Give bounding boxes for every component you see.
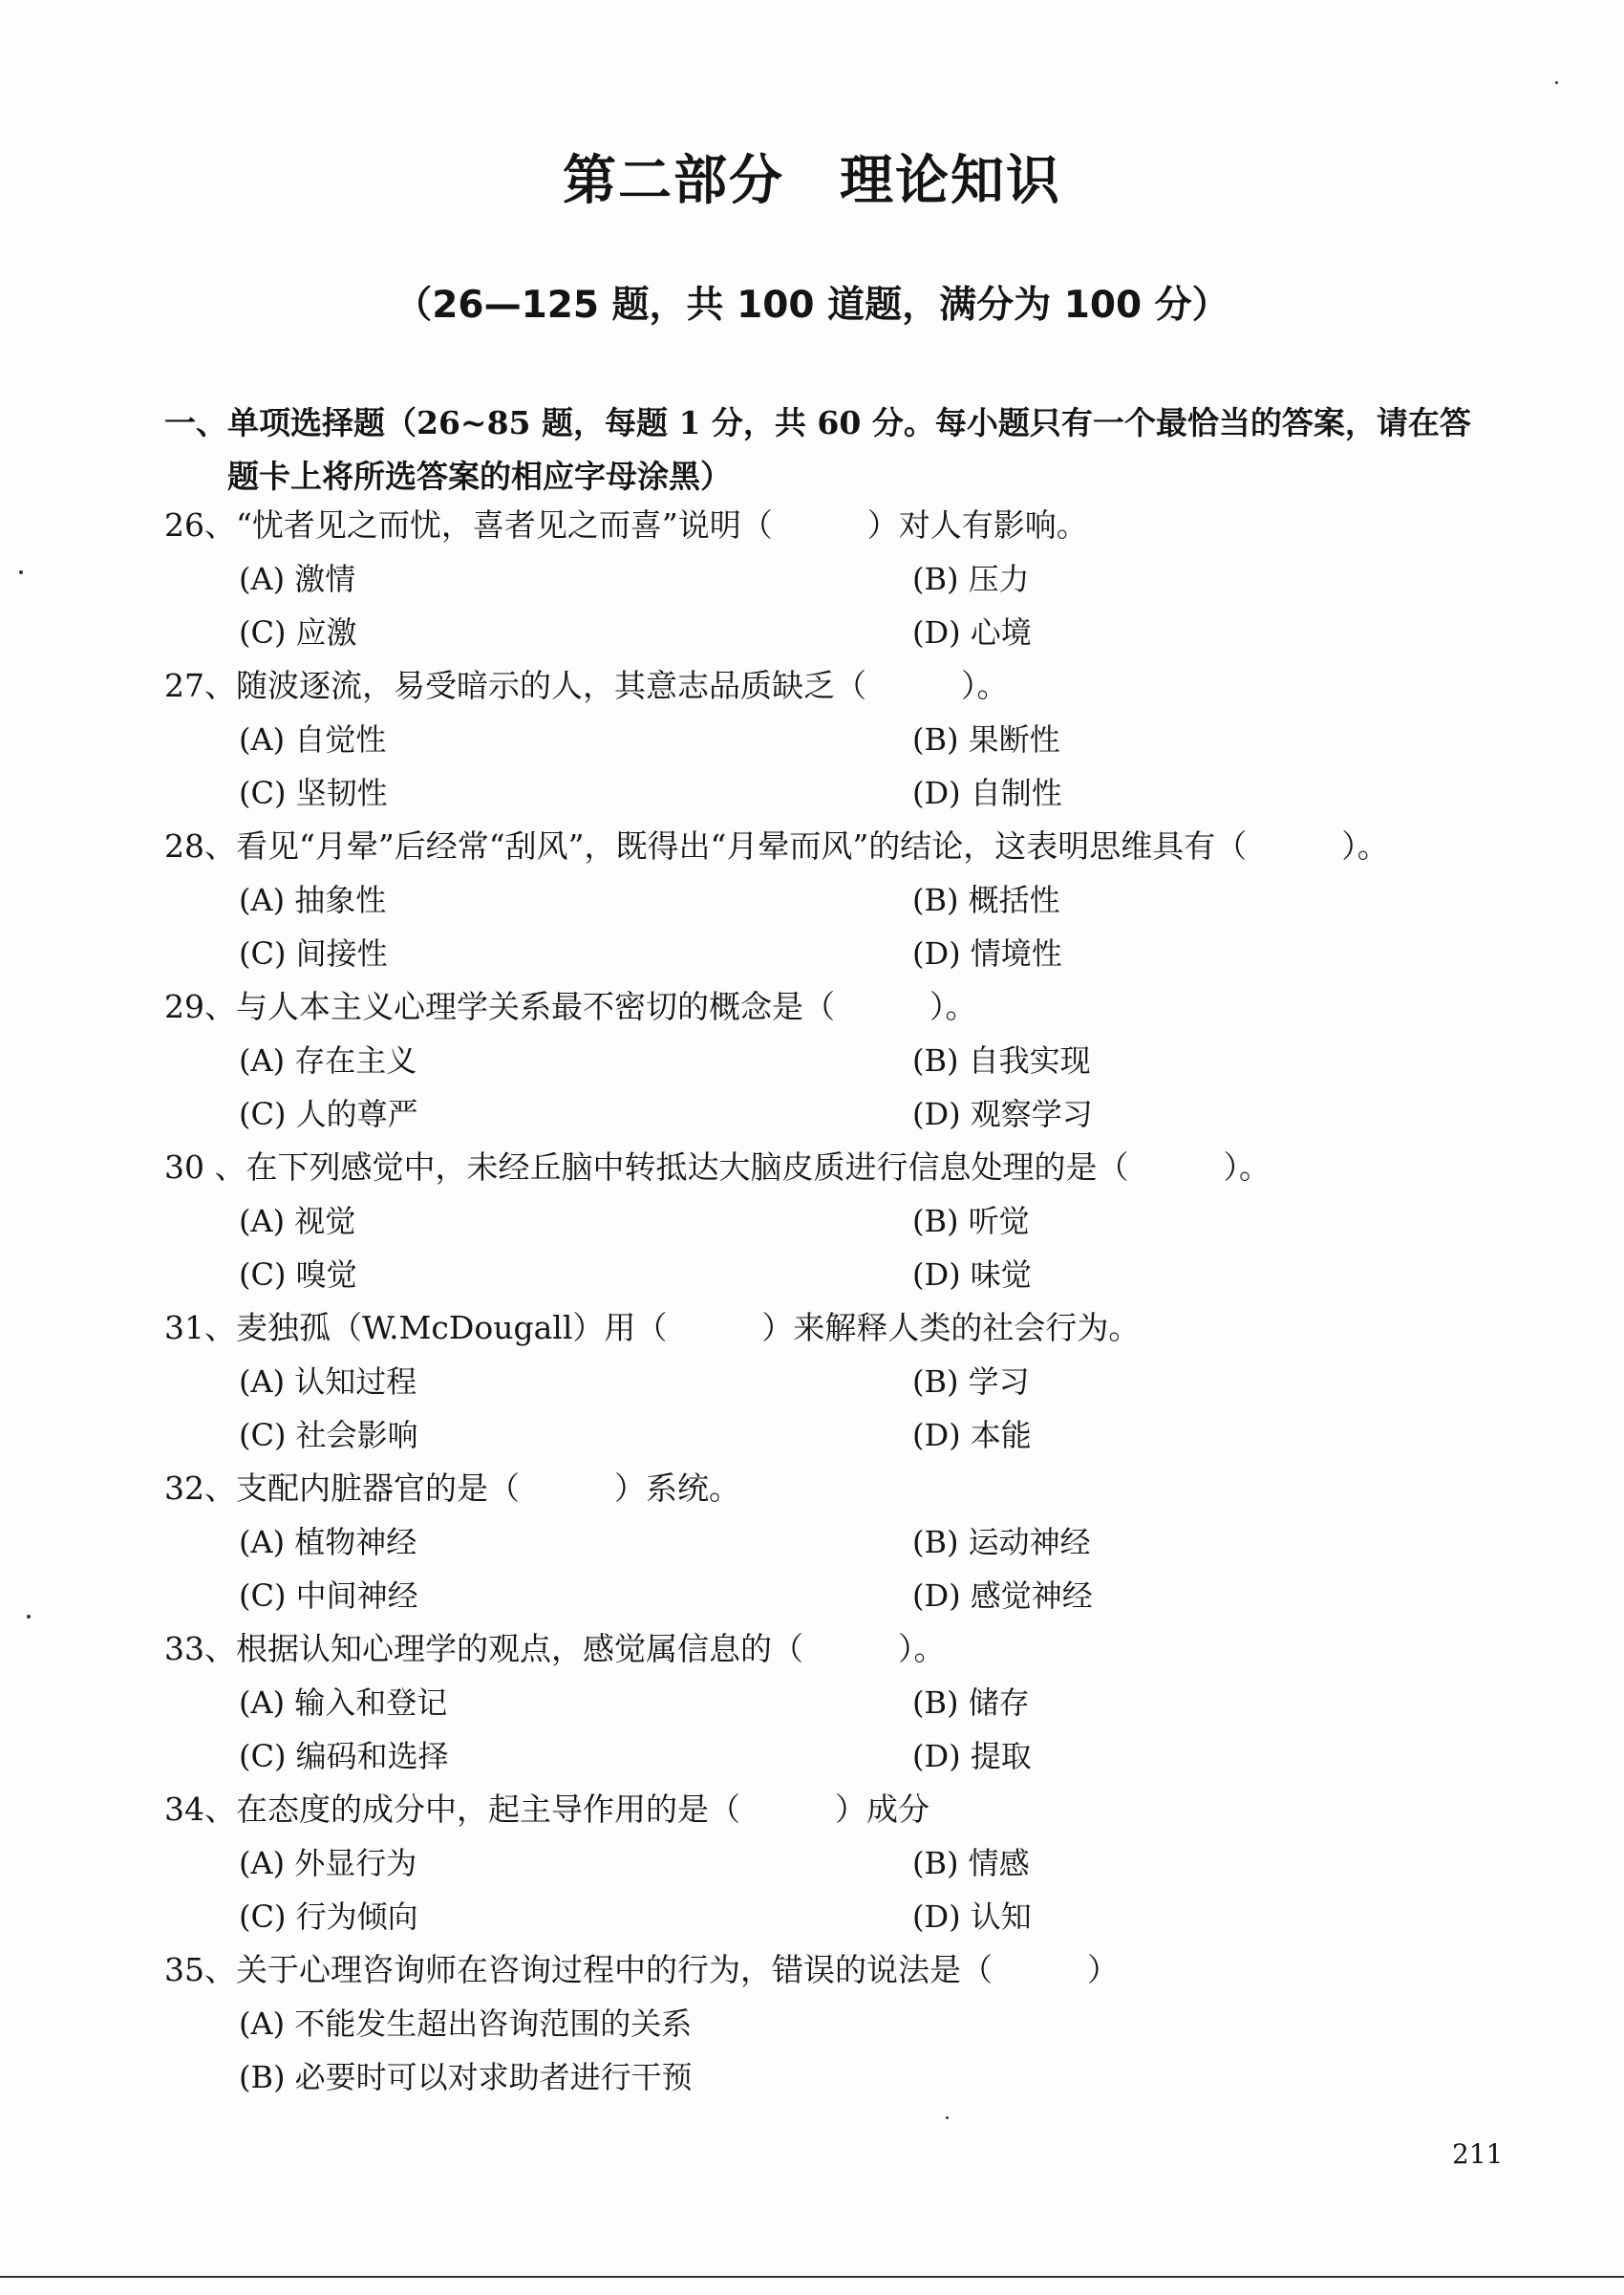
question-32 <box>164 1462 1521 1622</box>
section-heading-line1: 一、单项选择题（26~85 题，每题 1 分，共 60 分。每小题只有一个最恰当的答案，请在答 <box>164 404 1471 441</box>
option-b: (B) 听觉 <box>912 1203 1030 1239</box>
option-c: (C) 坚韧性 <box>239 775 388 811</box>
question-28 <box>164 820 1521 980</box>
option-row <box>164 606 1521 659</box>
option-row <box>164 1729 1521 1783</box>
option-a: (A) 植物神经 <box>239 1524 417 1560</box>
option-c: (C) 社会影响 <box>239 1417 418 1453</box>
question-stem: 27、随波逐流，易受暗示的人，其意志品质缺乏（ ）。 <box>164 667 1009 704</box>
question-list <box>164 499 1521 2104</box>
question-26 <box>164 499 1521 659</box>
option-a: (A) 视觉 <box>239 1203 356 1239</box>
question-29 <box>164 980 1521 1141</box>
option-d: (D) 观察学习 <box>912 1096 1093 1132</box>
option-row <box>164 766 1521 820</box>
option-a: (A) 不能发生超出咨询范围的关系 <box>239 2005 693 2042</box>
option-c: (C) 编码和选择 <box>239 1738 449 1774</box>
question-stem: 28、看见“月晕”后经常“刮风”，既得出“月晕而风”的结论，这表明思维具有（ ）。 <box>164 827 1389 865</box>
section-heading <box>164 397 1511 504</box>
option-row <box>164 1355 1521 1408</box>
scan-speck <box>946 2116 949 2119</box>
question-stem: 33、根据认知心理学的观点，感觉属信息的（ ）。 <box>164 1630 946 1667</box>
page-title: 第二部分 理论知识 <box>563 150 1061 212</box>
option-row <box>164 1569 1521 1622</box>
question-stem: 30 、在下列感觉中，未经丘脑中转抵达大脑皮质进行信息处理的是（ ）。 <box>164 1148 1271 1186</box>
question-stem: 26、“忧者见之而忧，喜者见之而喜”说明（ ）对人有影响。 <box>164 506 1088 544</box>
option-c: (C) 人的尊严 <box>239 1096 418 1132</box>
option-d: (D) 感觉神经 <box>912 1577 1093 1614</box>
option-d: (D) 自制性 <box>912 775 1062 811</box>
question-stem: 34、在态度的成分中，起主导作用的是（ ）成分 <box>164 1791 930 1828</box>
question-stem: 35、关于心理咨询师在咨询过程中的行为，错误的说法是（ ） <box>164 1951 1119 1988</box>
question-31 <box>164 1301 1521 1462</box>
page-number: 211 <box>1452 2138 1504 2170</box>
option-row <box>164 552 1521 606</box>
option-c: (C) 行为倾向 <box>239 1898 418 1935</box>
option-d: (D) 心境 <box>912 614 1032 651</box>
option-d: (D) 本能 <box>912 1417 1032 1453</box>
option-d: (D) 认知 <box>912 1898 1032 1935</box>
option-row <box>164 1034 1521 1087</box>
option-row <box>164 713 1521 766</box>
option-row <box>164 1194 1521 1248</box>
option-d: (D) 味觉 <box>912 1256 1032 1293</box>
page-subtitle: （26—125 题，共 100 道题，满分为 100 分） <box>395 284 1229 327</box>
question-33 <box>164 1622 1521 1783</box>
option-row <box>164 1408 1521 1462</box>
scan-speck <box>1555 81 1558 84</box>
option-a: (A) 激情 <box>239 561 356 597</box>
option-d: (D) 提取 <box>912 1738 1032 1774</box>
option-row <box>164 1676 1521 1729</box>
scan-speck <box>27 1615 31 1619</box>
section-heading-line2: 题卡上将所选答案的相应字母涂黑） <box>227 458 732 495</box>
option-a: (A) 输入和登记 <box>239 1684 448 1721</box>
option-b: (B) 概括性 <box>912 882 1060 918</box>
option-a: (A) 认知过程 <box>239 1363 417 1400</box>
option-row <box>164 873 1521 927</box>
option-row <box>164 927 1521 980</box>
option-b: (B) 储存 <box>912 1684 1030 1721</box>
option-a: (A) 抽象性 <box>239 882 387 918</box>
bottom-rule <box>0 2276 1624 2278</box>
question-30 <box>164 1141 1521 1301</box>
option-row <box>164 1890 1521 1943</box>
option-c: (C) 间接性 <box>239 935 388 972</box>
option-b: (B) 压力 <box>912 561 1030 597</box>
option-c: (C) 应激 <box>239 614 357 651</box>
option-d: (D) 情境性 <box>912 935 1062 972</box>
option-row <box>164 1515 1521 1569</box>
option-b: (B) 情感 <box>912 1845 1030 1881</box>
question-34 <box>164 1783 1521 1943</box>
question-stem: 29、与人本主义心理学关系最不密切的概念是（ ）。 <box>164 988 977 1025</box>
question-27 <box>164 659 1521 820</box>
question-35 <box>164 1943 1521 2104</box>
option-c: (C) 嗅觉 <box>239 1256 357 1293</box>
option-b: (B) 学习 <box>912 1363 1030 1400</box>
question-stem: 32、支配内脏器官的是（ ）系统。 <box>164 1469 740 1507</box>
option-b: (B) 自我实现 <box>912 1042 1091 1079</box>
option-b: (B) 果断性 <box>912 721 1060 758</box>
option-c: (C) 中间神经 <box>239 1577 418 1614</box>
option-row <box>164 1836 1521 1890</box>
option-b: (B) 必要时可以对求助者进行干预 <box>239 2059 693 2095</box>
option-a: (A) 外显行为 <box>239 1845 417 1881</box>
option-a: (A) 存在主义 <box>239 1042 417 1079</box>
option-a: (A) 自觉性 <box>239 721 387 758</box>
question-stem: 31、麦独孤（W.McDougall）用（ ）来解释人类的社会行为。 <box>164 1309 1141 1346</box>
option-row <box>164 1087 1521 1141</box>
option-b: (B) 运动神经 <box>912 1524 1091 1560</box>
option-row <box>164 1248 1521 1301</box>
scan-speck <box>19 570 23 574</box>
